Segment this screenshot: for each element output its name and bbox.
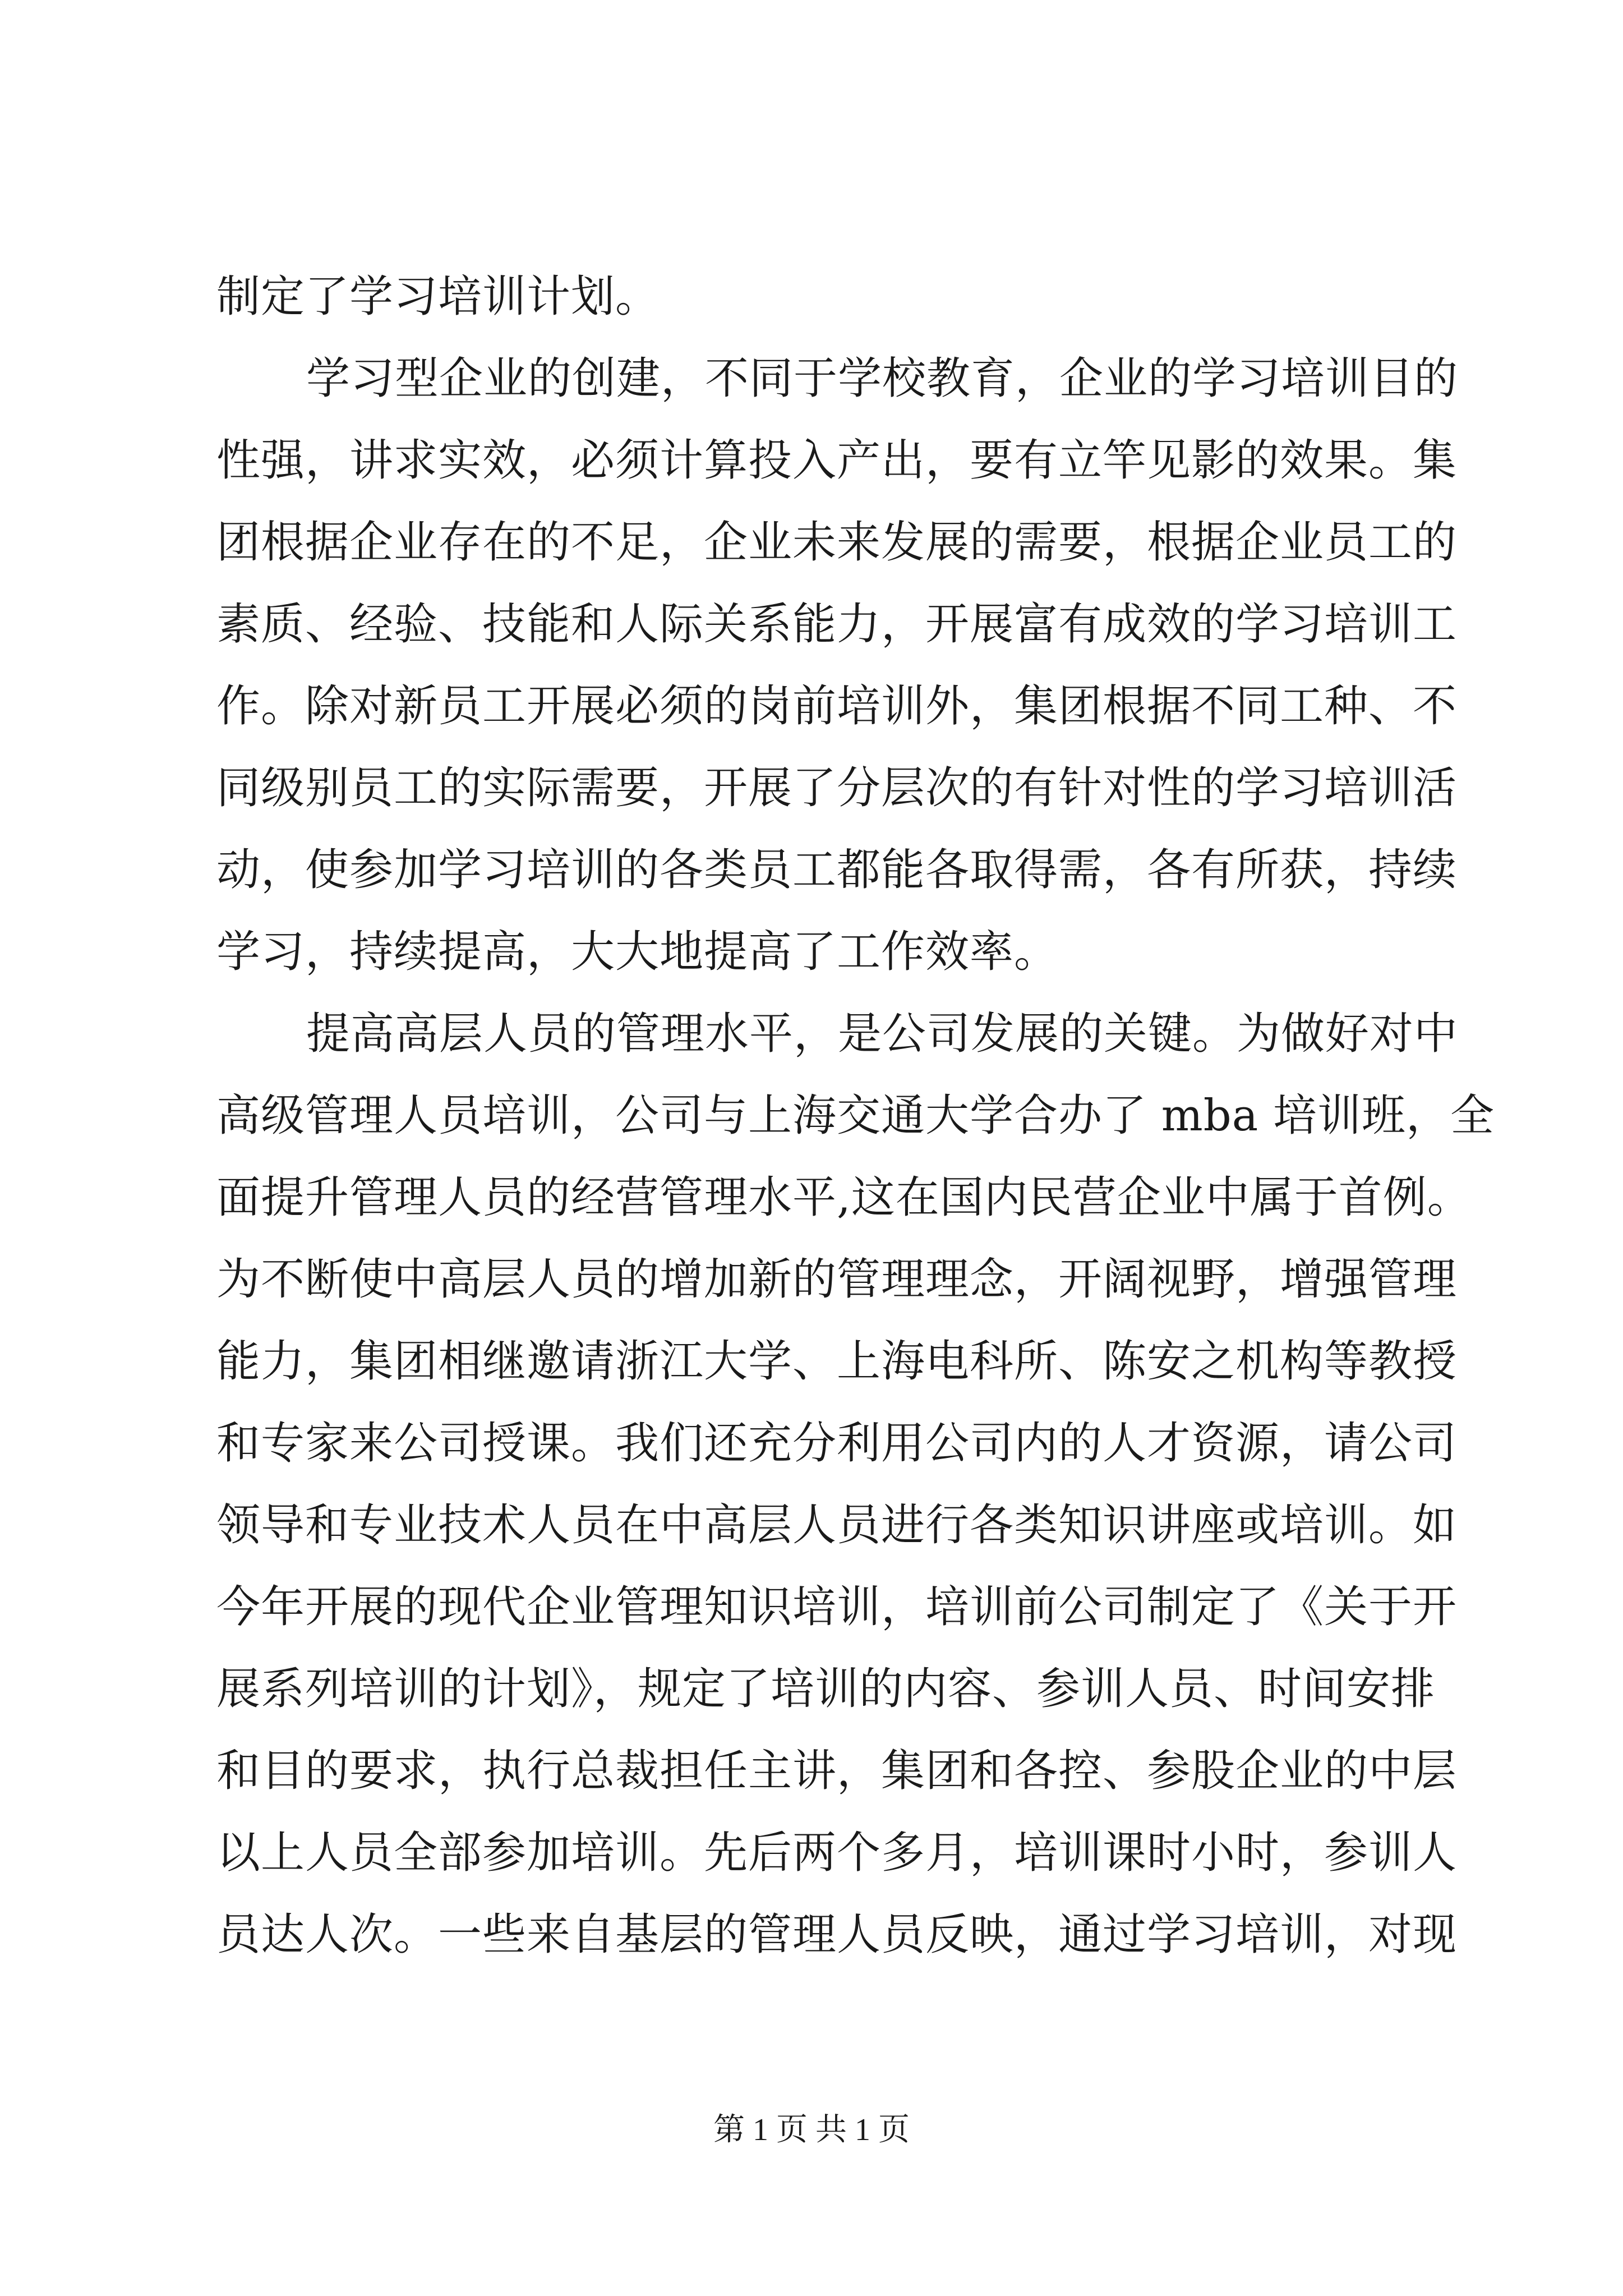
text-line: 面提升管理人员的经营管理水平,这在国内民营企业中属于首例。: [216, 1172, 1472, 1223]
text-line: 和目的要求，执行总裁担任主讲，集团和各控、参股企业的中层: [216, 1746, 1458, 1796]
paragraph-first-line: 提高高层人员的管理水平，是公司发展的关键。为做好对中: [306, 1009, 1459, 1059]
page-number-footer: 第 1 页 共 1 页: [713, 2113, 910, 2147]
paragraph-first-line: 学习型企业的创建，不同于学校教育，企业的学习培训目的: [306, 353, 1459, 404]
text-line: 动，使参加学习培训的各类员工都能各取得需，各有所获，持续: [216, 845, 1458, 895]
text-line: 以上人员全部参加培训。先后两个多月，培训课时小时，参训人: [216, 1828, 1458, 1878]
text-line: 今年开展的现代企业管理知识培训，培训前公司制定了《关于开: [216, 1582, 1458, 1632]
text-line: 制定了学习培训计划。: [216, 272, 660, 322]
text-line: 展系列培训的计划》，规定了培训的内容、参训人员、时间安排: [216, 1664, 1436, 1714]
text-line: 和专家来公司授课。我们还充分利用公司内的人才资源，请公司: [216, 1418, 1458, 1469]
text-line: 性强，讲求实效，必须计算投入产出，要有立竿见影的效果。集: [216, 435, 1458, 486]
text-line: 学习，持续提高，大大地提高了工作效率。: [216, 927, 1059, 977]
text-line: 高级管理人员培训，公司与上海交通大学合办了 mba 培训班，全: [216, 1091, 1495, 1141]
text-line: 为不断使中高层人员的增加新的管理理念，开阔视野，增强管理: [216, 1254, 1458, 1305]
text-line: 能力，集团相继邀请浙江大学、上海电科所、陈安之机构等教授: [216, 1336, 1458, 1387]
text-line: 员达人次。一些来自基层的管理人员反映，通过学习培训，对现: [216, 1910, 1458, 1960]
text-line: 团根据企业存在的不足，企业未来发展的需要，根据企业员工的: [216, 517, 1458, 568]
text-line: 领导和专业技术人员在中高层人员进行各类知识讲座或培训。如: [216, 1500, 1458, 1550]
document-body: [216, 256, 1495, 1976]
text-line: 同级别员工的实际需要，开展了分层次的有针对性的学习培训活: [216, 763, 1458, 813]
text-line: 作。除对新员工开展必须的岗前培训外，集团根据不同工种、不: [216, 681, 1458, 731]
text-line: 素质、经验、技能和人际关系能力，开展富有成效的学习培训工: [216, 599, 1458, 650]
